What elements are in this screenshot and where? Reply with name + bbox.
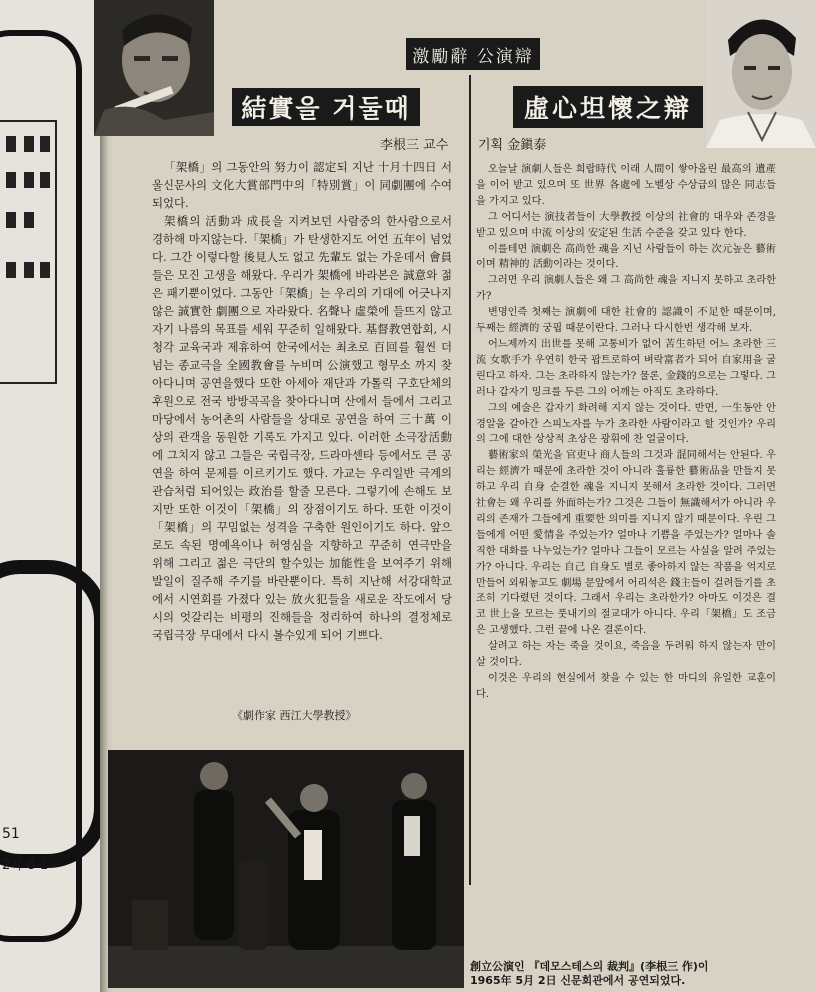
right-paragraph: 藝術家의 榮光을 官吏나 商人들의 그것과 混同해서는 안된다. 우리는 經濟가 때문에 초라한 것이 아니라 훌륭한 藝術品을 만들지 못하고 우리 自身 순결한 魂을 지니지 못해서 초라한 것이다. 그러면 社會는 왜 우리를 外面하는가? 그것은 그들이 無識해서가 아니라 우리의 존재가 그들에게 重要한 의미를 지니지 않기 때문이다. 우린 그들에게 어떤 愛情을 주었는가? 얼마나 기쁨을 주었는가? 얼마나 솔직한 대화를 나누었는가? 얼마나 그들이 모르는 사실을 알려 주었는가? 아니다. 우리는 自己 自身도 별로 좋아하지 않는 작품을 억지로 만들어 외워놓고도 劇場 문앞에서 어리석은 錢主들이 걸려들기를 초조히 기다렸던 것이다. 그래서 우리는 초라한가? 아마도 이것은 결코 世上을 모르는 풋내기의 절교대가 아니다. 우리「架橋」도 조금은 고생했다. 그런 끝에 나온 결론이다.: [476, 450, 776, 637]
portrait-photo-kim-jintae: [706, 0, 816, 148]
right-paragraph: 변명인즉 첫째는 演劇에 대한 社會的 認識이 不足한 때문이며, 두째는 經濟的 궁핍 때문이란다. 그러나 다시한번 생각해 보자.: [476, 307, 776, 335]
adjacent-page-address: 2가 8-1: [2, 858, 49, 873]
adjacent-page-strip: [0, 0, 108, 992]
left-paragraph: 「架橋」의 그동안의 努力이 認定되 지난 十月十四日 서울신문사의 文化大賞部門中의「特別賞」이 同劇團에 수여되었다.: [152, 160, 452, 210]
article-title-left: 結實을 거둘때: [232, 88, 420, 126]
photo-caption: [470, 960, 800, 988]
adjacent-page-number: 51: [2, 826, 20, 842]
ornamental-curve: [0, 560, 108, 868]
right-column-text: [476, 162, 776, 703]
stage-performance-photo: [108, 750, 464, 988]
caption-line-1: 創立公演인 『데모스테스의 裁判』(李根三 作)이: [470, 960, 709, 973]
right-paragraph: 이를테면 演劇은 高尚한 魂을 지닌 사람들이 하는 次元높은 藝術이며 精神的 活動이라는 것이다.: [476, 243, 776, 271]
right-paragraph: 그 어디서는 演技者들이 大學教授 이상의 社會的 대우와 존경을 받고 있으며 中流 이상의 安定된 生活 수준을 갖고 있다 한다.: [476, 211, 776, 239]
building-illustration: [0, 120, 57, 384]
caption-line-2: 1965年 5月 2日 신문회관에서 공연되었다.: [470, 974, 686, 987]
right-paragraph: 그의 예술은 갑자기 화려해 지지 않는 것이다. 반면, 一生동안 안경알을 갈아간 스피노자를 누가 초라한 사람이라고 할 것인가? 우리의 그에 대한 상상적 초상은 광휘에 찬 얼굴이다.: [476, 402, 776, 446]
portrait-photo-lee-geunsam: [94, 0, 214, 136]
section-tag: 激勵辭 公演辯: [406, 38, 540, 70]
author-attribution: 《劇作家 西江大學教授》: [232, 709, 357, 722]
article-title-right: 虛心坦懷之辯: [513, 86, 703, 128]
right-paragraph: 이것은 우리의 현실에서 찾을 수 있는 한 마디의 유일한 교훈이다.: [476, 673, 776, 700]
right-paragraph: 살려고 하는 자는 죽을 것이요, 죽음을 두려워 하지 않는자 만이 살 것이다.: [476, 641, 776, 669]
right-paragraph: 그러면 우리 演劇人들은 왜 그 高尚한 魂을 지니지 못하고 초라한가?: [476, 275, 776, 303]
left-paragraph: 架橋의 活動과 成長을 지켜보던 사람중의 한사람으로서 경하해 마지않는다.「架橋」가 탄생한지도 어언 五年이 넘었다. 그간 이렇다할 後見人도 없고 先輩도 없는 가운데서 會員들은 모진 고생을 해왔다. 우리가 架橋에 바라본은 誠意와 젊은 패기뿐이었다. 그동안「架橋」는 우리의 기대에 어긋나지 않은 誠實한 劇團으로 자라왔다. 名聲나 虛榮에 들뜨지 않고 자기 나름의 목표를 세워 꾸준히 일해왔다. 基督教연합회, 시청각 교육국과 제휴하여 한국에서는 최초로 百回를 훨씬 더 넘는 종교극을 全國教會를 누비며 公演했고 형무소 까지 찾아다니며 공연을했다 또한 아세아 재단과 가톨릭 구호단체의 후원으로 전국 방방곡곡을 찾아다니며 산에서 들에서 그리고 마당에서 농어촌의 사람들을 상대로 공연을 하여 三十萬 이상의 관객을 동원한 기록도 가지고 있다. 이러한 소극장活動에 그치지 않고 그들은 국립극장, 드라마센타 등에서도 큰 공연을 하여 문제를 이르키기도 했다. 가교는 우리일반 극계의 관습처럼 되어있는 政治를 할줄 모른다. 그렇기에 손해도 보지만 또한 이것이「架橋」의 장점이기도 하다. 또한 이것이「架橋」의 꾸밈없는 성격을 구축한 원인이기도 하다. 앞으로도 속된 명예욕이나 허영심을 지향하고 꾸준히 연극만을 위해 그리고 젊은 극단의 할수있는 加能性을 보여주기 위해 발일이 질주해 주기를 바란뿐이다. 특히 지난해 서강대학교에서 시연회를 가졌다 있는 放火犯들을 새로운 작도에서 당시의 엇갈리는 비평의 진해들을 정리하여 하나의 결정체로 국립극장 무대에서 다시 볼수있게 되어 기쁘다.: [152, 214, 452, 642]
byline-right: 기획 金鎭泰: [478, 138, 547, 153]
column-divider: [469, 75, 471, 885]
byline-left: 李根三 교수: [380, 138, 449, 153]
right-paragraph: 어느제까지 出世를 못해 고통비가 없어 苦生하던 어느 초라한 三流 女歌手가 우연히 한국 팝트로하여 벼락富者가 되어 自家用을 굴린다고 하자. 그는 초라하지 않는가? 물론, 金錢的으로는 그렇다. 그러나 갑자기 밍크를 두른 그의 어깨는 아직도 초라하다.: [476, 338, 776, 398]
left-column-text: [152, 158, 452, 644]
right-paragraph: 오늘날 演劇人들은 희랍時代 이래 人間이 쌓아올린 最高의 遺產을 이어 받고 있으며 또 世界 各處에 노벨상 수상급의 많은 同志들을 가지고 있다.: [476, 164, 776, 207]
